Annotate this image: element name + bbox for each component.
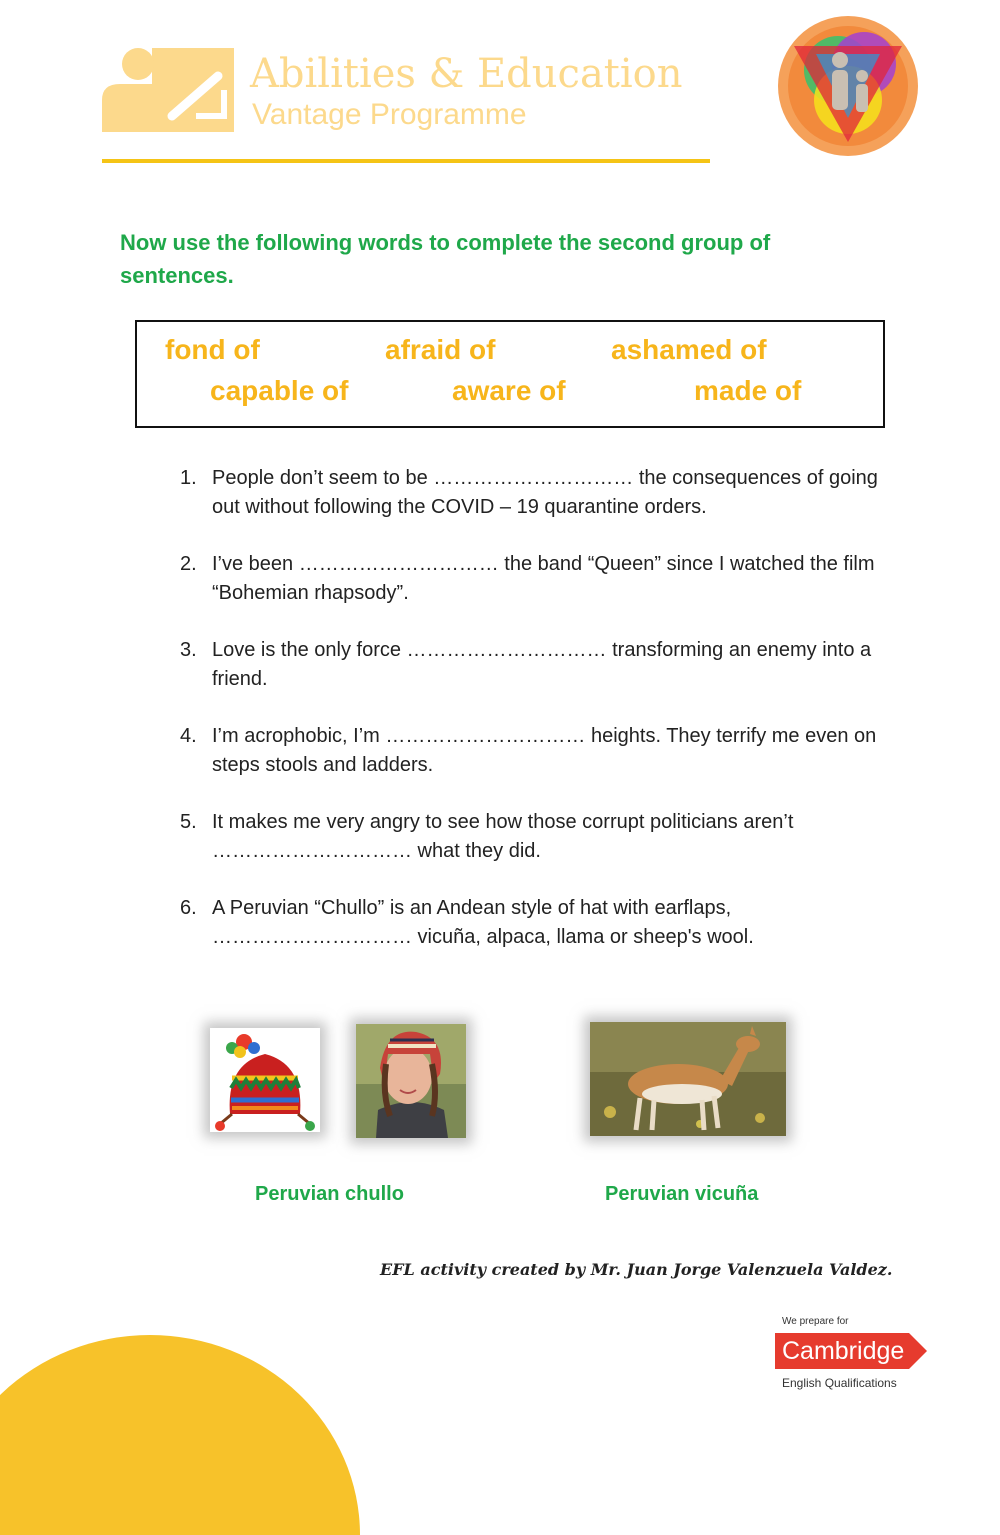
exercise-sentence: I’ve been ………………………… the band “Queen” since I watched the film “Bohemian rhapsody”. bbox=[212, 553, 875, 604]
word-bank bbox=[135, 320, 885, 428]
school-logo-emblem bbox=[776, 14, 920, 158]
vicuna-photo bbox=[590, 1022, 786, 1136]
exercise-number: 2. bbox=[180, 553, 197, 575]
author-credit: EFL activity created by Mr. Juan Jorge Valenzuela Valdez. bbox=[380, 1260, 893, 1279]
caption-chullo: Peruvian chullo bbox=[255, 1183, 404, 1205]
exercise-number: 4. bbox=[180, 725, 197, 747]
exercise-sentence: I’m acrophobic, I’m ………………………… heights. They terrify me even on steps stools and ladders. bbox=[212, 725, 877, 776]
header-divider bbox=[102, 159, 710, 163]
cambridge-logo-text: Cambridge bbox=[782, 1337, 905, 1365]
exercise-item bbox=[180, 636, 890, 694]
exercise-sentence: People don’t seem to be ………………………… the consequences of going out without following the COVID – 19 quarantine orders. bbox=[212, 467, 878, 518]
word-aware-of: aware of bbox=[452, 375, 566, 406]
chullo-hat-photo bbox=[210, 1028, 320, 1132]
decorative-corner-shape bbox=[0, 1335, 360, 1535]
cambridge-subtitle: English Qualifications bbox=[782, 1376, 897, 1390]
exercise-item bbox=[180, 894, 890, 952]
header-title: Abilities & Education bbox=[250, 51, 683, 97]
exercise-number: 1. bbox=[180, 467, 197, 489]
word-ashamed-of: ashamed of bbox=[611, 334, 767, 365]
exercise-number: 5. bbox=[180, 811, 197, 833]
caption-vicuna: Peruvian vicuña bbox=[605, 1183, 759, 1205]
exercise-item bbox=[180, 808, 890, 866]
woman-wearing-chullo-photo bbox=[356, 1024, 466, 1138]
exercise-sentence: A Peruvian “Chullo” is an Andean style of hat with earflaps, ………………………… vicuña, alpaca, llama or sheep's wool. bbox=[212, 897, 754, 948]
instruction-text: Now use the following words to complete the second group of sentences. bbox=[120, 230, 771, 288]
header-subtitle: Vantage Programme bbox=[252, 98, 527, 131]
exercise-item bbox=[180, 550, 890, 608]
exercise-sentence: It makes me very angry to see how those corrupt politicians aren’t ………………………… what they did. bbox=[212, 811, 794, 862]
exercise-sentence: Love is the only force ………………………… transforming an enemy into a friend. bbox=[212, 639, 872, 690]
exercise-number: 3. bbox=[180, 639, 197, 661]
exercise-number: 6. bbox=[180, 897, 197, 919]
word-afraid-of: afraid of bbox=[385, 334, 496, 365]
word-capable-of: capable of bbox=[210, 375, 349, 406]
exercise-list bbox=[180, 464, 890, 980]
exercise-item bbox=[180, 464, 890, 522]
exercise-item bbox=[180, 722, 890, 780]
cambridge-tagline: We prepare for bbox=[782, 1316, 849, 1327]
word-made-of: made of bbox=[694, 375, 802, 406]
word-fond-of: fond of bbox=[165, 334, 260, 365]
teacher-board-icon bbox=[100, 46, 236, 134]
